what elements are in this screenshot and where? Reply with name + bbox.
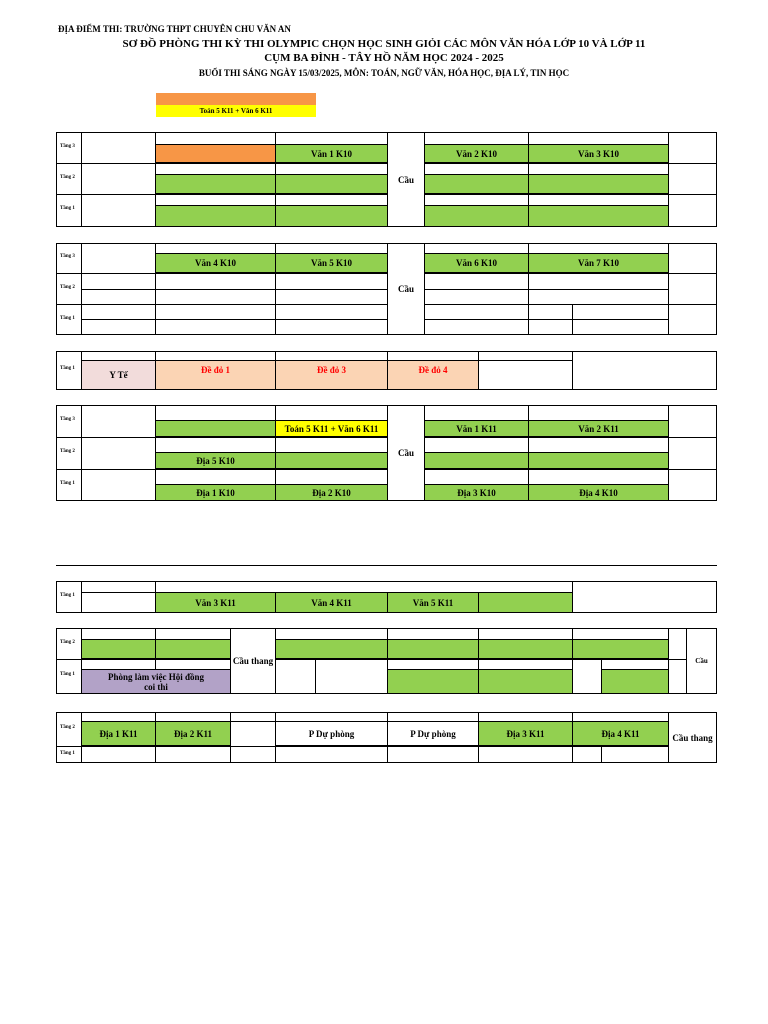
floor-label: Tầng 2 [60,640,75,645]
room-de-do-4: Đề đỏ 4 [387,360,479,390]
room-green [572,639,669,659]
room-orange [155,144,276,163]
room-green [275,452,388,469]
room-van-4-k11: Văn 4 K11 [275,592,388,613]
col [315,659,316,694]
room-du-phong-1: P Dự phòng [275,721,388,746]
room-y-te: Y Tế [81,360,156,390]
floor-label: Tầng 1 [60,206,75,211]
room-council-office: Phòng làm việc Hội đồng coi thi [81,669,231,694]
room-de-do-3: Đề đỏ 3 [275,360,388,390]
page-title: SƠ ĐỒ PHÒNG THI KỲ THI OLYMPIC CHỌN HỌC SINH GIỎI CÁC MÔN VĂN HÓA LỚP 10 VÀ LỚP 11 [122,38,646,50]
room-green [155,205,276,227]
room-van-3-k11: Văn 3 K11 [155,592,276,613]
col [275,628,388,694]
room-green [387,639,479,659]
room-green [155,420,276,437]
room-dia-5-k10: Địa 5 K10 [155,452,276,469]
room-van-5-k10: Văn 5 K10 [275,253,388,273]
stairs-bridge: Cầu [686,628,717,694]
page-subtitle: CỤM BA ĐÌNH - TÂY HỒ NĂM HỌC 2024 - 2025 [264,52,504,64]
floor-label: Tầng 1 [60,593,75,598]
room-du-phong-2: P Dự phòng [387,721,479,746]
floor-label: Tầng 2 [60,175,75,180]
room-dia-3-k10: Địa 3 K10 [424,484,529,501]
col [668,628,687,694]
room-dia-4-k11: Địa 4 K11 [572,721,669,746]
room-green [601,669,669,694]
page-separator [56,565,717,566]
room-green [478,592,573,613]
room-van-2-k10: Văn 2 K10 [424,144,529,163]
room-dia-1-k10: Địa 1 K10 [155,484,276,501]
stairs-bridge: Cầu [387,405,425,501]
room-van-2-k11: Văn 2 K11 [528,420,669,437]
col [81,581,156,613]
room-van-4-k10: Văn 4 K10 [155,253,276,273]
floor-label: Tầng 2 [60,285,75,290]
room-green [155,639,231,659]
stairwell: Cầu thang [230,628,276,694]
col [81,319,669,320]
room-green [478,669,573,694]
legend-orange-swatch [156,93,316,105]
room-green [424,174,529,194]
exam-session: BUỔI THI SÁNG NGÀY 15/03/2025, MÔN: TOÁN, NGỮ VĂN, HÓA HỌC, ĐỊA LÝ, TIN HỌC [198,68,570,78]
stairs-bridge: Cầu [387,243,425,335]
col [478,351,573,390]
floor-label: Tầng 1 [60,672,75,677]
room-green [275,205,388,227]
col [601,746,602,763]
room-toan-van-k11: Toán 5 K11 + Văn 6 K11 [275,420,388,437]
col [81,289,669,290]
exam-location: ĐỊA ĐIỂM THI: TRƯỜNG THPT CHUYÊN CHU VĂN AN [58,24,291,34]
room-green [275,174,388,194]
room-green [528,452,669,469]
room-dia-2-k11: Địa 2 K11 [155,721,231,746]
room-van-6-k10: Văn 6 K10 [424,253,529,273]
room-van-7-k10: Văn 7 K10 [528,253,669,273]
room-green [155,174,276,194]
floor-label: Tầng 3 [60,144,75,149]
room-green [81,639,156,659]
room-dia-1-k11: Địa 1 K11 [81,721,156,746]
room-green [528,174,669,194]
room-van-1-k11: Văn 1 K11 [424,420,529,437]
col [81,132,156,227]
room-dia-4-k10: Địa 4 K10 [528,484,669,501]
room-green [478,639,573,659]
col [81,405,156,501]
stairs-bridge: Cầu [387,132,425,227]
floor-label: Tầng 3 [60,417,75,422]
room-van-3-k10: Văn 3 K10 [528,144,669,163]
floor-label: Tầng 1 [60,316,75,321]
room-van-1-k10: Văn 1 K10 [275,144,388,163]
room-de-do-1: Đề đỏ 1 [155,360,276,390]
floor-label: Tầng 3 [60,254,75,259]
room-green [275,639,388,659]
room-green [424,452,529,469]
stairwell: Cầu thang [668,712,717,763]
floor-label: Tầng 1 [60,366,75,371]
room-green [424,205,529,227]
room-dia-3-k11: Địa 3 K11 [478,721,573,746]
room-van-5-k11: Văn 5 K11 [387,592,479,613]
room-green [387,669,479,694]
floor-label: Tầng 2 [60,725,75,730]
floor-label: Tầng 2 [60,449,75,454]
floor-label: Tầng 1 [60,481,75,486]
room-green [528,205,669,227]
room-dia-2-k10: Địa 2 K10 [275,484,388,501]
legend-yellow-swatch: Toán 5 K11 + Văn 6 K11 [156,105,316,117]
floor-label: Tầng 1 [60,751,75,756]
